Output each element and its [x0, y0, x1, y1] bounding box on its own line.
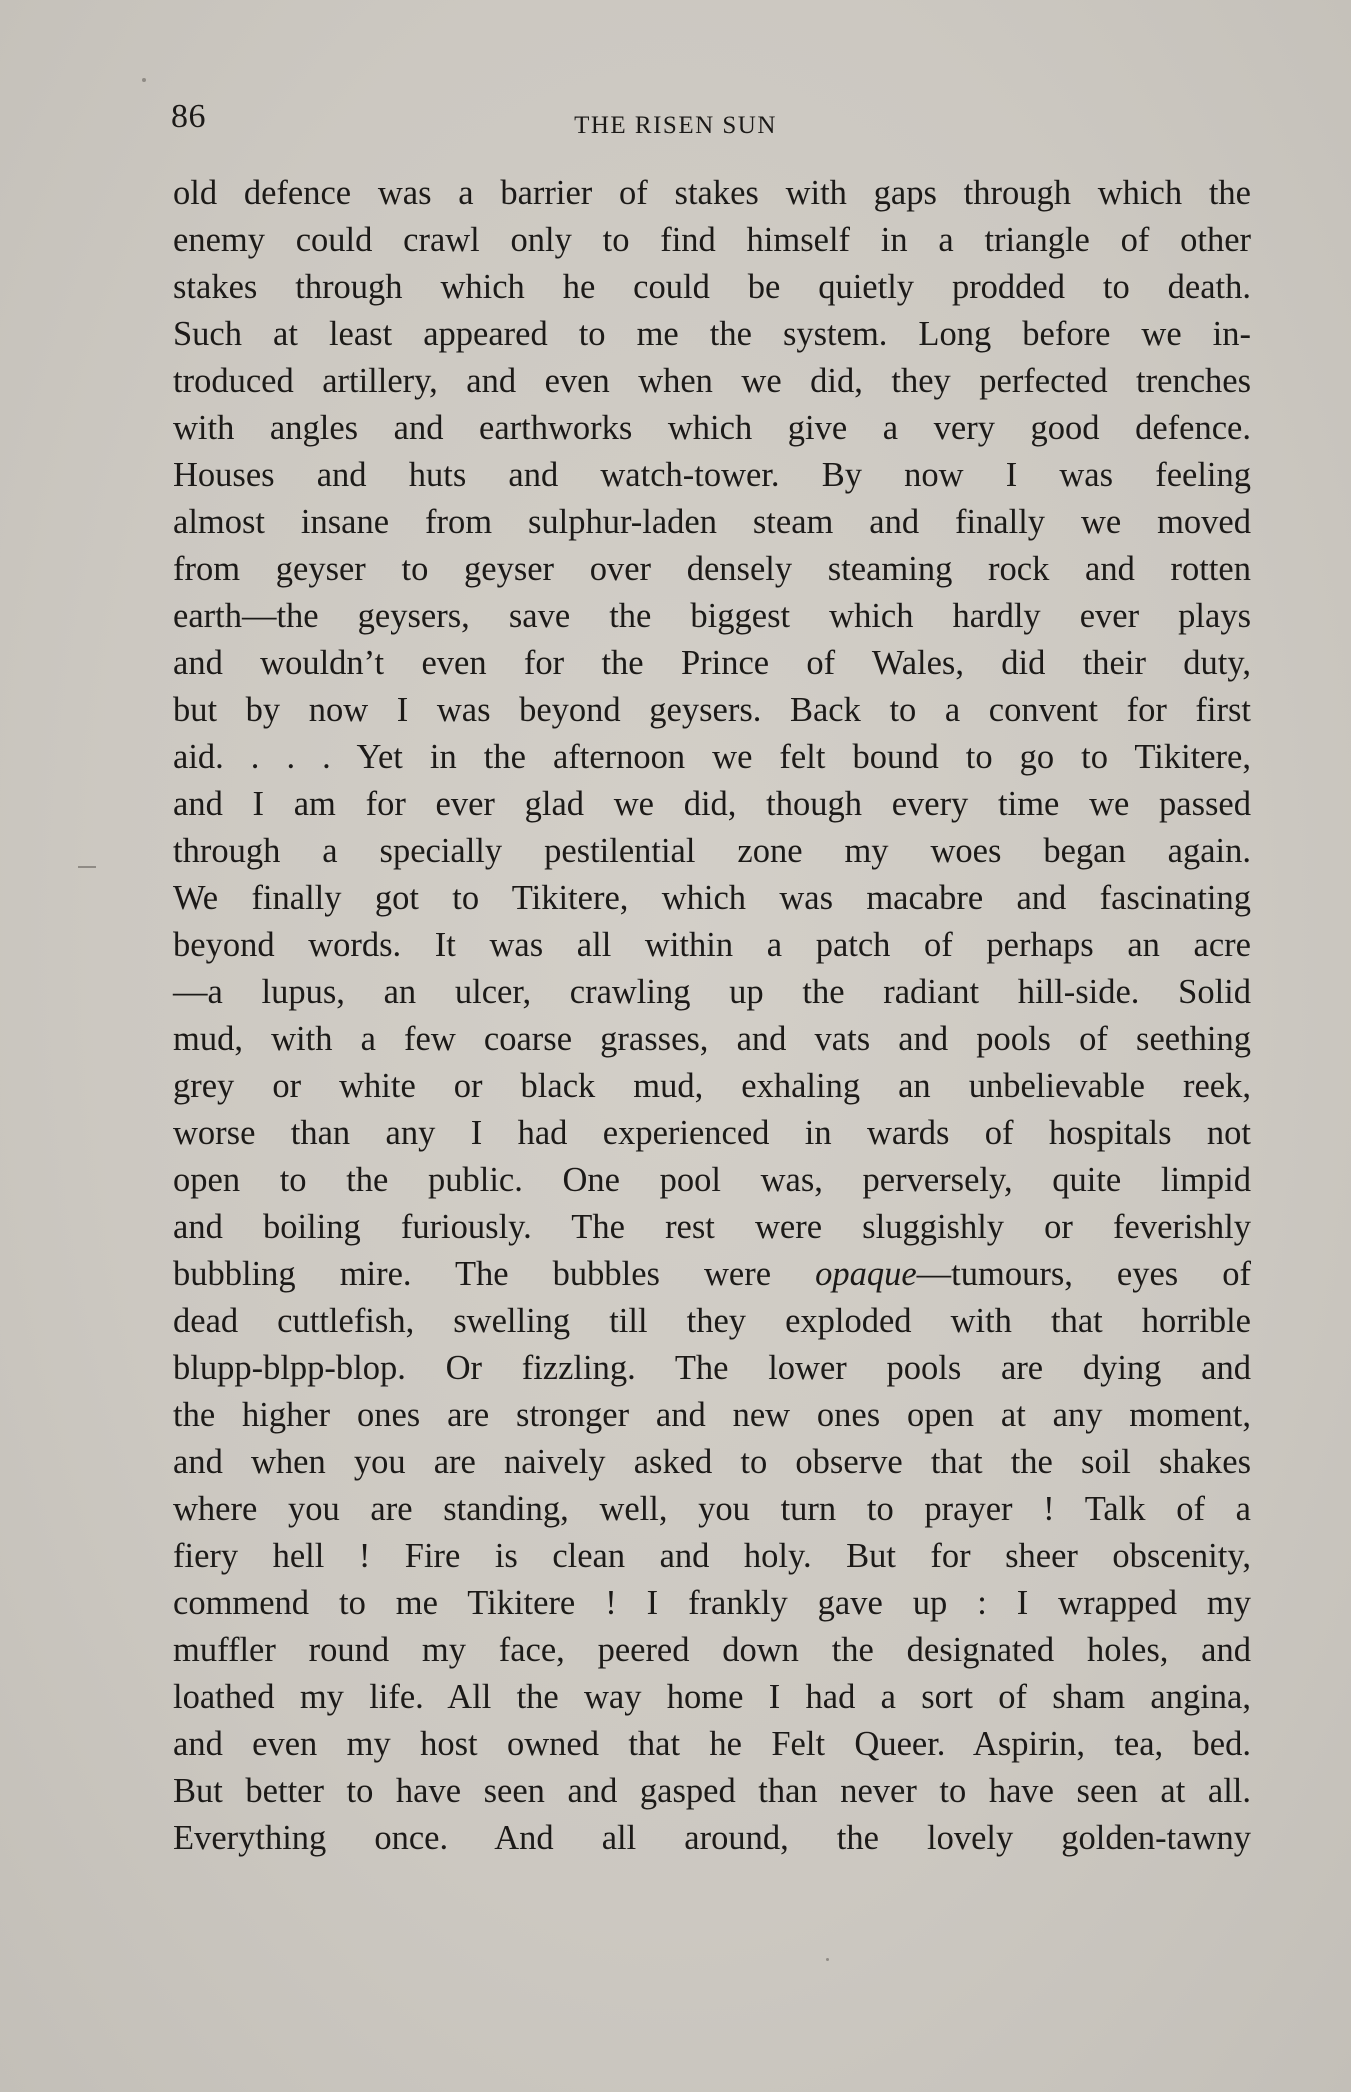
text-line: worse than any I had experienced in wards of hospitals not: [173, 1114, 1251, 1152]
page-number: 86: [171, 98, 206, 135]
text-line: but by now I was beyond geysers. Back to a convent for first: [173, 691, 1251, 729]
text-line: grey or white or black mud, exhaling an unbelievable reek,: [173, 1067, 1251, 1105]
paper-speck: [826, 1958, 829, 1961]
running-head: THE RISEN SUN: [574, 112, 777, 139]
text-line: with angles and earthworks which give a very good defence.: [173, 409, 1251, 447]
text-line: enemy could crawl only to find himself in a triangle of other: [173, 221, 1251, 259]
text-line: Such at least appeared to me the system. Long before we in-: [173, 315, 1251, 353]
text-segment: bubbling mire. The bubbles were: [173, 1255, 772, 1293]
text-line: [173, 1251, 1251, 1298]
text-line: —a lupus, an ulcer, crawling up the radiant hill-side. Solid: [173, 973, 1251, 1011]
text-line: mud, with a few coarse grasses, and vats and pools of seething: [173, 1020, 1251, 1058]
text-line: dead cuttlefish, swelling till they exploded with that horrible: [173, 1302, 1251, 1340]
text-line: and I am for ever glad we did, though every time we passed: [173, 785, 1251, 823]
text-line: and wouldn’t even for the Prince of Wales, did their duty,: [173, 644, 1251, 682]
text-line: muffler round my face, peered down the designated holes, and: [173, 1631, 1251, 1669]
margin-mark: [78, 866, 96, 868]
text-line: Everything once. And all around, the lovely golden-tawny: [173, 1819, 1251, 1857]
text-line: almost insane from sulphur-laden steam and finally we moved: [173, 503, 1251, 541]
text-line: and when you are naively asked to observe that the soil shakes: [173, 1443, 1251, 1481]
text-line: open to the public. One pool was, perversely, quite limpid: [173, 1161, 1251, 1199]
text-line: old defence was a barrier of stakes with gaps through which the: [173, 174, 1251, 212]
text-line: fiery hell ! Fire is clean and holy. But for sheer obscenity,: [173, 1537, 1251, 1575]
body-text: [173, 170, 1251, 1862]
text-line: earth—the geysers, save the biggest which hardly ever plays: [173, 597, 1251, 635]
text-line: where you are standing, well, you turn to prayer ! Talk of a: [173, 1490, 1251, 1528]
text-line: loathed my life. All the way home I had a sort of sham angina,: [173, 1678, 1251, 1716]
text-line: Houses and huts and watch-tower. By now I was feeling: [173, 456, 1251, 494]
text-line: aid. . . . Yet in the afternoon we felt bound to go to Tikitere,: [173, 738, 1251, 776]
text-line: We finally got to Tikitere, which was macabre and fascinating: [173, 879, 1251, 917]
text-line: beyond words. It was all within a patch of perhaps an acre: [173, 926, 1251, 964]
text-segment: —tumours, eyes of: [916, 1255, 1251, 1293]
paper-speck: [142, 78, 146, 82]
text-line: through a specially pestilential zone my woes began again.: [173, 832, 1251, 870]
text-line: But better to have seen and gasped than never to have seen at all.: [173, 1772, 1251, 1810]
italic-word: opaque: [815, 1255, 917, 1293]
text-line: troduced artillery, and even when we did, they perfected trenches: [173, 362, 1251, 400]
text-line: and boiling furiously. The rest were sluggishly or feverishly: [173, 1208, 1251, 1246]
text-line: blupp-blpp-blop. Or fizzling. The lower pools are dying and: [173, 1349, 1251, 1387]
text-line: and even my host owned that he Felt Queer. Aspirin, tea, bed.: [173, 1725, 1251, 1763]
text-line: stakes through which he could be quietly prodded to death.: [173, 268, 1251, 306]
text-line: from geyser to geyser over densely steaming rock and rotten: [173, 550, 1251, 588]
text-line: commend to me Tikitere ! I frankly gave up : I wrapped my: [173, 1584, 1251, 1622]
text-line: the higher ones are stronger and new ones open at any moment,: [173, 1396, 1251, 1434]
